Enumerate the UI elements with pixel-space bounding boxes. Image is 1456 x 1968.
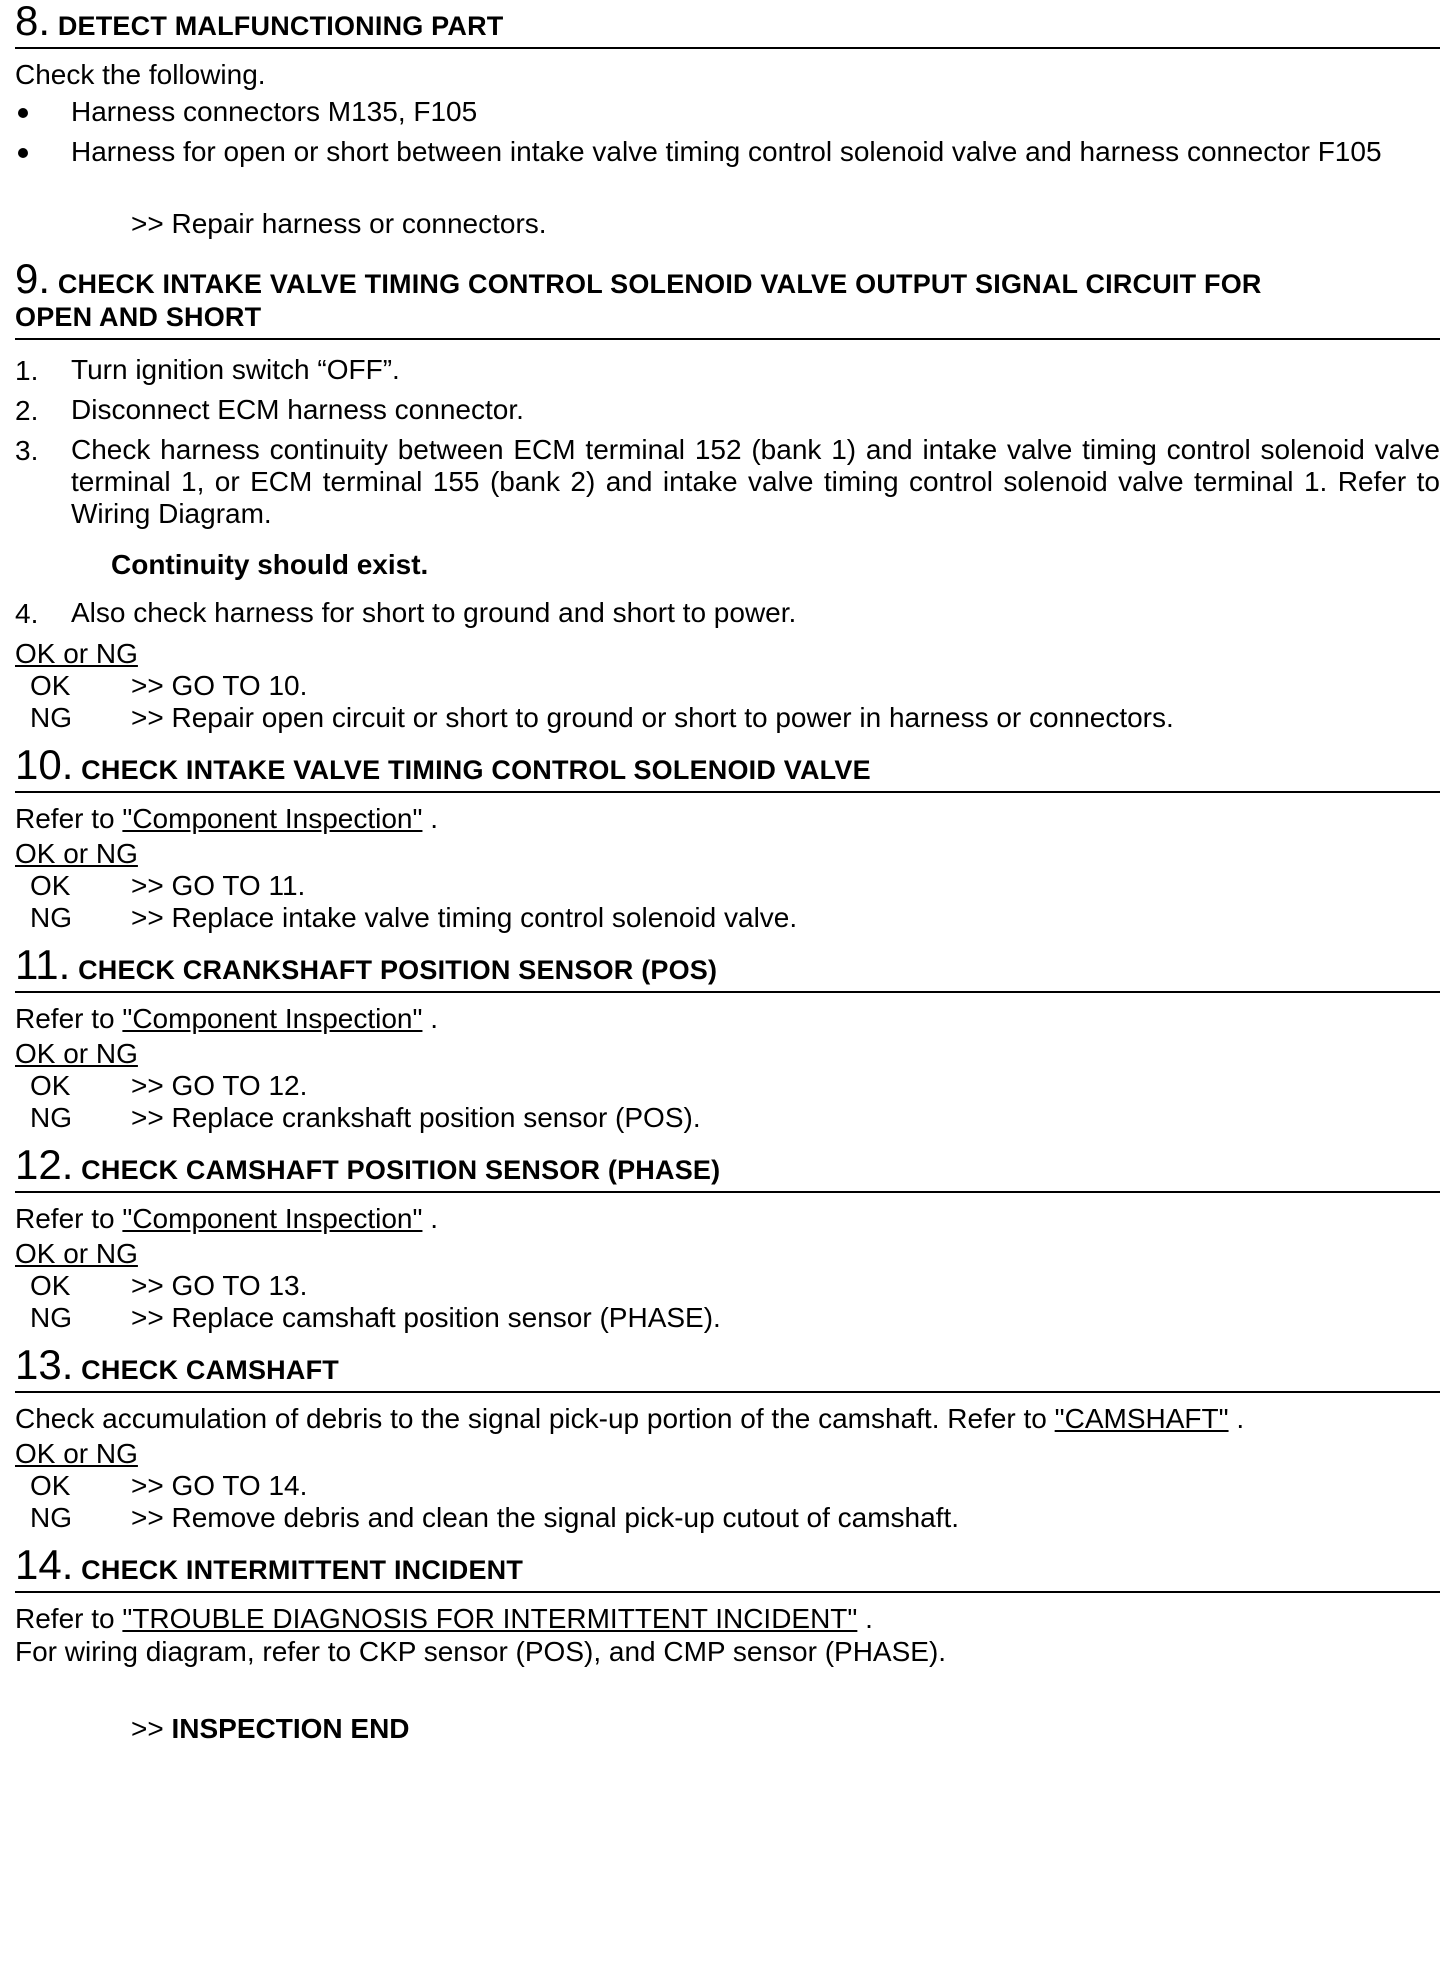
step-number: 12.	[15, 1141, 74, 1188]
ng-row	[15, 1302, 1440, 1334]
continuity-note: Continuity should exist.	[111, 549, 429, 580]
ok-ng-results	[15, 1270, 1440, 1334]
step-12-title	[15, 1141, 1440, 1193]
ok-or-ng-heading: OK or NG	[15, 1038, 138, 1069]
list-item	[15, 354, 1440, 387]
step-8-bullet-list	[15, 95, 1440, 168]
component-inspection-link[interactable]: "Component Inspection"	[122, 803, 423, 834]
ng-label: NG	[30, 902, 72, 933]
ok-action: >> GO TO 13.	[131, 1270, 308, 1301]
ng-label: NG	[30, 1102, 72, 1133]
component-inspection-link[interactable]: "Component Inspection"	[122, 1203, 423, 1234]
step-13	[15, 1341, 1440, 1534]
refer-prefix: Refer to	[15, 1203, 123, 1234]
step-9	[15, 255, 1440, 734]
step-11	[15, 941, 1440, 1134]
bullet-text: Harness for open or short between intake valve timing control solenoid valve and harness connector F105	[71, 136, 1382, 167]
step-heading: CHECK CAMSHAFT	[81, 1355, 339, 1385]
refer-suffix: .	[422, 803, 439, 834]
list-item	[15, 394, 1440, 427]
ng-label: NG	[30, 702, 72, 733]
ok-action: >> GO TO 12.	[131, 1070, 308, 1101]
step-heading: CHECK CRANKSHAFT POSITION SENSOR (POS)	[78, 955, 718, 985]
refer-suffix: .	[422, 1003, 439, 1034]
step-9-ordered-list-cont	[15, 597, 1440, 630]
refer-prefix: Refer to	[15, 1003, 123, 1034]
list-item-text: Turn ignition switch “OFF”.	[71, 354, 400, 385]
step-heading: CHECK CAMSHAFT POSITION SENSOR (PHASE)	[81, 1155, 721, 1185]
ok-action: >> GO TO 11.	[131, 870, 306, 901]
ok-action: >> GO TO 14.	[131, 1470, 308, 1501]
ng-label: NG	[30, 1302, 72, 1333]
ok-ng-results	[15, 1070, 1440, 1134]
step-heading-line1: CHECK INTAKE VALVE TIMING CONTROL SOLENOID VALVE OUTPUT SIGNAL CIRCUIT FOR	[57, 269, 1262, 299]
ng-action: >> Replace intake valve timing control solenoid valve.	[131, 902, 798, 933]
ok-action: >> GO TO 10.	[131, 670, 308, 701]
refer-prefix: Refer to	[15, 803, 123, 834]
step-number: 14.	[15, 1541, 74, 1588]
ok-row	[15, 1470, 1440, 1502]
ok-or-ng-heading: OK or NG	[15, 1238, 138, 1269]
end-text: INSPECTION END	[171, 1713, 410, 1744]
refer-suffix: .	[1228, 1403, 1245, 1434]
ok-label: OK	[30, 870, 71, 901]
bullet-text: Harness connectors M135, F105	[71, 96, 478, 127]
step-number: 13.	[15, 1341, 74, 1388]
list-item-number: 2.	[15, 395, 39, 426]
refer-line	[15, 1002, 1440, 1035]
inspection-end	[15, 1712, 1440, 1745]
refer-line	[15, 1202, 1440, 1235]
step-10-title	[15, 741, 1440, 793]
step-heading-line2: OPEN AND SHORT	[15, 302, 262, 332]
step-10	[15, 741, 1440, 934]
refer-line	[15, 1602, 1440, 1635]
list-item-number: 3.	[15, 435, 39, 466]
list-item-text: Disconnect ECM harness connector.	[71, 394, 524, 425]
refer-prefix: Check accumulation of debris to the signal pick-up portion of the camshaft. Refer to	[15, 1403, 1055, 1434]
bullet-item	[15, 95, 1440, 128]
step-9-ordered-list	[15, 354, 1440, 530]
list-item	[15, 597, 1440, 630]
wiring-diagram-note: For wiring diagram, refer to CKP sensor (POS), and CMP sensor (PHASE).	[15, 1636, 947, 1667]
refer-suffix: .	[857, 1603, 873, 1634]
ok-or-ng-heading: OK or NG	[15, 638, 138, 669]
refer-line	[15, 1402, 1440, 1435]
list-item-text: Also check harness for short to ground and short to power.	[71, 597, 797, 628]
step-8	[15, 0, 1440, 240]
ok-label: OK	[30, 1270, 71, 1301]
step-number: 9.	[15, 255, 51, 302]
step-8-result: >> Repair harness or connectors.	[131, 208, 547, 239]
bullet-icon	[18, 148, 28, 158]
ng-row	[15, 1502, 1440, 1534]
ok-label: OK	[30, 1470, 71, 1501]
ok-label: OK	[30, 670, 71, 701]
camshaft-link[interactable]: "CAMSHAFT"	[1054, 1403, 1229, 1434]
step-heading: DETECT MALFUNCTIONING PART	[57, 11, 504, 41]
intermittent-incident-link[interactable]: "TROUBLE DIAGNOSIS FOR INTERMITTENT INCIDENT"	[122, 1603, 858, 1634]
ng-action: >> Replace crankshaft position sensor (POS).	[131, 1102, 701, 1133]
step-number: 10.	[15, 741, 74, 788]
ok-or-ng-heading: OK or NG	[15, 838, 138, 869]
ok-row	[15, 870, 1440, 902]
ok-row	[15, 1070, 1440, 1102]
step-heading: CHECK INTAKE VALVE TIMING CONTROL SOLENOID VALVE	[81, 755, 871, 785]
step-number: 8.	[15, 0, 51, 44]
step-13-title	[15, 1341, 1440, 1393]
list-item-text: Check harness continuity between ECM terminal 152 (bank 1) and intake valve timing control solenoid valve terminal 1, or ECM terminal 155 (bank 2) and intake valve timing control solenoid valve terminal 1. Refer to Wiring Diagram.	[71, 434, 1440, 529]
list-item-number: 4.	[15, 598, 39, 629]
step-14	[15, 1541, 1440, 1745]
bullet-item	[15, 135, 1440, 168]
step-12	[15, 1141, 1440, 1334]
ng-action: >> Repair open circuit or short to ground or short to power in harness or connectors.	[131, 702, 1174, 733]
step-8-title	[15, 0, 1440, 49]
refer-prefix: Refer to	[15, 1603, 123, 1634]
step-heading: CHECK INTERMITTENT INCIDENT	[81, 1555, 524, 1585]
step-number: 11.	[15, 941, 71, 988]
refer-line	[15, 802, 1440, 835]
ok-or-ng-heading: OK or NG	[15, 1438, 138, 1469]
list-item-number: 1.	[15, 355, 39, 386]
component-inspection-link[interactable]: "Component Inspection"	[122, 1003, 423, 1034]
ok-row	[15, 670, 1440, 702]
ng-row	[15, 702, 1440, 734]
ng-label: NG	[30, 1502, 72, 1533]
ok-ng-results	[15, 1470, 1440, 1534]
end-arrow: >>	[131, 1713, 164, 1744]
ok-ng-results	[15, 670, 1440, 734]
bullet-icon	[18, 108, 28, 118]
refer-suffix: .	[422, 1203, 439, 1234]
ng-row	[15, 902, 1440, 934]
step-14-title	[15, 1541, 1440, 1593]
list-item	[15, 434, 1440, 530]
step-9-title	[15, 255, 1440, 340]
ng-row	[15, 1102, 1440, 1134]
ok-row	[15, 1270, 1440, 1302]
ok-ng-results	[15, 870, 1440, 934]
ng-action: >> Replace camshaft position sensor (PHASE).	[131, 1302, 721, 1333]
step-11-title	[15, 941, 1440, 993]
ng-action: >> Remove debris and clean the signal pick-up cutout of camshaft.	[131, 1502, 960, 1533]
ok-label: OK	[30, 1070, 71, 1101]
step-8-intro: Check the following.	[15, 59, 266, 90]
